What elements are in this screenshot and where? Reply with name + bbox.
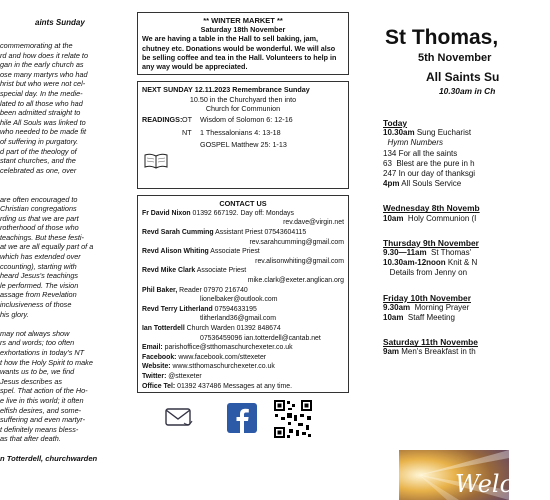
- schedule-day: [343, 203, 500, 223]
- contact-email[interactable]: lionelbaker@outlook.com: [200, 296, 278, 304]
- schedule-item: [383, 214, 500, 224]
- article-line: his glory.: [0, 309, 29, 319]
- reading-book: [182, 140, 196, 149]
- article-line: stant churches, and the: [0, 156, 76, 166]
- service-date: 5th November: [418, 52, 492, 64]
- welcome-text: Welcom: [455, 470, 550, 498]
- article-line: rs and words; too often: [0, 338, 75, 348]
- reading-ref: GOSPEL Matthew 25: 1-13: [200, 140, 287, 150]
- service-time: 10.30am in Ch: [439, 86, 496, 96]
- article-line: spel. That action of the Ho-: [0, 386, 88, 396]
- website-link[interactable]: www.stthomaschurchexeter.co.uk: [172, 363, 275, 371]
- middle-column: [135, 0, 344, 500]
- schedule-item-text: 134 For all the saints: [383, 148, 458, 158]
- article-heading: aints Sunday: [35, 18, 85, 27]
- church-title: St Thomas,: [385, 26, 499, 49]
- article-line: d part of the theology of: [0, 146, 77, 156]
- left-column-article: [0, 0, 132, 500]
- article-line: lated to all those who had: [0, 98, 83, 108]
- twitter-link[interactable]: @sttexeter: [168, 372, 202, 380]
- next-sunday-line-2: Church for Communion: [205, 104, 281, 114]
- office-tel-row: Office Tel: 01392 437486 Messages at any time.: [142, 382, 293, 390]
- schedule-item-time: 9am: [383, 347, 400, 357]
- schedule-item-text: Knit & N: [445, 258, 478, 268]
- parish-email-link[interactable]: parishoffice@stthomaschurchexeter.co.uk: [164, 344, 293, 352]
- contact-us-box: [137, 195, 349, 393]
- schedule-item-text: St Thomas': [426, 248, 472, 258]
- reading-ref: 1 Thessalonians 4: 13-18: [200, 127, 281, 137]
- schedule-day: [343, 118, 500, 189]
- reading-ref: Wisdom of Solomon 6: 12-16: [200, 115, 293, 125]
- schedule-item-text: Details from Jenny on: [383, 268, 468, 278]
- article-line: wants us to be, we find: [0, 367, 75, 377]
- winter-market-box: [137, 12, 349, 75]
- schedule-day-heading: Friday 10th November: [383, 292, 471, 303]
- article-paragraph-1: [0, 41, 132, 175]
- article-line: ose many martyrs who had: [0, 69, 88, 79]
- article-line: teachings. But these festi-: [0, 232, 84, 242]
- contact-entry: Revd Alison Whiting Associate Priest: [142, 248, 260, 256]
- article-line: at we are all equally part of a: [0, 242, 94, 252]
- contact-email[interactable]: mike.clark@exeter.anglican.org: [247, 276, 344, 284]
- schedule-item: [383, 138, 500, 148]
- reading-row: [142, 128, 344, 137]
- readings-label: READINGS:: [142, 115, 183, 125]
- schedule-item-text: Morning Prayer: [410, 302, 470, 312]
- article-line: as that after death.: [0, 434, 61, 444]
- facebook-link[interactable]: www.facebook.com/sttexeter: [178, 353, 267, 361]
- article-signature: n Totterdell, churchwarden: [0, 453, 98, 463]
- contact-entry: Fr David Nixon 01392 667192. Day off: Mondays: [142, 209, 294, 217]
- schedule-item-text: 63 Blest are the pure in h: [383, 158, 475, 168]
- article-line: assage from Revelation: [0, 290, 77, 300]
- schedule-item-time: 10.30am-12noon: [383, 258, 446, 268]
- contact-entry: Revd Sarah Cumming Assistant Priest 07543604115: [142, 229, 307, 236]
- article-line: been admitted straight to: [0, 108, 81, 118]
- article-line: of suffering in purgatory.: [0, 136, 79, 146]
- article-line: gan in the early church as: [0, 60, 84, 70]
- schedule-item: [383, 258, 500, 268]
- twitter-row: Twitter: @sttexeter: [142, 372, 202, 380]
- contact-email[interactable]: rev.dave@virgin.net: [283, 219, 344, 227]
- reading-row: [142, 140, 344, 149]
- icon-row: [135, 399, 341, 439]
- article-line: heard Jesus's teachings: [0, 271, 79, 281]
- contact-email[interactable]: 07536459096 ian.totterdell@cantab.net: [200, 334, 321, 342]
- contact-email[interactable]: rev.alisonwhiting@gmail.com: [255, 257, 344, 265]
- schedule-item: [383, 149, 500, 159]
- schedule-item: [383, 179, 500, 189]
- website-row: Website: www.stthomaschurchexeter.co.uk: [142, 363, 275, 371]
- contact-email[interactable]: tlitherland36@gmail.com: [200, 315, 276, 323]
- reading-row: [142, 115, 344, 124]
- contact-entry: Phil Baker, Reader 07970 216740: [142, 286, 248, 294]
- article-line: rotherhood of those who: [0, 223, 79, 233]
- schedule-item-text: Sung Eucharist: [414, 128, 472, 138]
- next-sunday-box: [137, 81, 349, 189]
- schedule-item-text: Men's Breakfast in th: [399, 347, 476, 357]
- article-line: which has extended over: [0, 252, 81, 262]
- article-line: elfish desires, and some-: [0, 405, 82, 415]
- schedule-item-text: Holy Communion (I: [403, 213, 477, 223]
- contact-entry: Ian Totterdell Church Warden 01392 848674: [142, 324, 281, 332]
- schedule-item-text: Staff Meeting: [403, 313, 455, 323]
- article-line: t how the Holy Spirit to make: [0, 357, 93, 367]
- schedule-item-time: 9.30—11am: [383, 248, 427, 258]
- schedule-day-heading: Wednesday 8th Novemb: [383, 203, 480, 214]
- next-sunday-heading: NEXT SUNDAY 12.11.2023 Remembrance Sunday: [142, 85, 310, 95]
- article-line: who needed to be made fit: [0, 127, 87, 137]
- article-paragraph-2: [0, 195, 132, 320]
- article-line: suffering and even martyr-: [0, 415, 86, 425]
- article-paragraph-3: [0, 329, 132, 444]
- article-line: are often encouraged to: [0, 194, 78, 204]
- article-line: e live in this world; it often: [0, 395, 84, 405]
- weekly-schedule: [343, 118, 500, 358]
- article-line: Christian congregations: [0, 204, 77, 214]
- contact-entry: Revd Terry Litherland 07594633195: [142, 305, 257, 313]
- article-line: ccounting), starting with: [0, 261, 77, 271]
- schedule-item: [383, 303, 500, 313]
- feast-name: All Saints Su: [426, 70, 500, 84]
- schedule-item: [383, 128, 500, 138]
- article-line: inclusiveness of those: [0, 300, 72, 310]
- article-line: Jesus describes as: [0, 376, 63, 386]
- next-sunday-line-1: 10.50 in the Churchyard then into: [189, 94, 297, 104]
- schedule-item-time: 10am: [383, 313, 404, 323]
- schedule-item-text: All Souls Service: [399, 179, 462, 189]
- article-line: hrist but who were not cel-: [0, 79, 86, 89]
- reading-book: NT: [182, 127, 192, 137]
- article-line: exhortations in today's NT: [0, 348, 85, 357]
- article-line: hile All Souls was linked to: [0, 117, 86, 127]
- open-book-icon: [144, 152, 168, 170]
- schedule-item: [383, 313, 500, 323]
- contact-entry: Revd Mike Clark Associate Priest: [142, 267, 247, 275]
- schedule-item-text: 247 In our day of thanksgi: [383, 169, 476, 179]
- envelope-icon[interactable]: [165, 407, 193, 427]
- schedule-item-time: 10.30am: [383, 128, 415, 138]
- winter-market-date: Saturday 18th November: [200, 25, 286, 35]
- parish-email-row: Email: parishoffice@stthomaschurchexeter.co.uk: [142, 344, 293, 352]
- article-line: rding us that we are part: [0, 213, 79, 223]
- contact-email[interactable]: rev.sarahcumming@gmail.com: [249, 238, 344, 246]
- article-line: le performed. The vision: [0, 280, 79, 290]
- schedule-day-heading: Saturday 11th Novembe: [383, 337, 478, 348]
- article-line: celebrated as one, over: [0, 165, 77, 175]
- schedule-day-heading: Thursday 9th November: [383, 237, 479, 248]
- schedule-day: [343, 238, 500, 279]
- article-line: rd and how does it relate to: [0, 50, 89, 60]
- article-line: special day. In the medie-: [0, 88, 83, 98]
- schedule-item-time: 4pm: [383, 179, 400, 189]
- schedule-item: [383, 347, 500, 357]
- schedule-item: [383, 169, 500, 179]
- facebook-icon[interactable]: [227, 403, 257, 433]
- schedule-item-time: 10am: [383, 213, 404, 223]
- qr-code-icon[interactable]: [273, 399, 313, 439]
- winter-market-title: ** WINTER MARKET **: [203, 16, 283, 25]
- schedule-item-text: Hymn Numbers: [383, 138, 444, 148]
- schedule-item: [383, 268, 500, 278]
- reading-book: OT: [182, 115, 192, 125]
- article-line: commemorating at the: [0, 41, 73, 50]
- article-line: t definitely means bless-: [0, 424, 79, 434]
- facebook-row: Facebook: www.facebook.com/sttexeter: [142, 353, 267, 361]
- article-line: may not always show: [0, 328, 70, 338]
- schedule-item-time: 9.30am: [383, 302, 411, 312]
- right-column: [343, 0, 550, 500]
- schedule-day: [343, 337, 500, 357]
- schedule-day-heading: Today: [383, 118, 408, 128]
- winter-market-body: We are having a table in the Hall to sell baking, jam, chutney etc. Donations would be wonderful. We will also be selling coffee and tea in the Hall. Volunteers to help in any way would be appreciated.: [142, 34, 337, 72]
- schedule-item: [383, 248, 500, 258]
- schedule-day: [343, 293, 500, 324]
- schedule-item: [383, 159, 500, 169]
- contact-us-title: CONTACT US: [219, 199, 267, 209]
